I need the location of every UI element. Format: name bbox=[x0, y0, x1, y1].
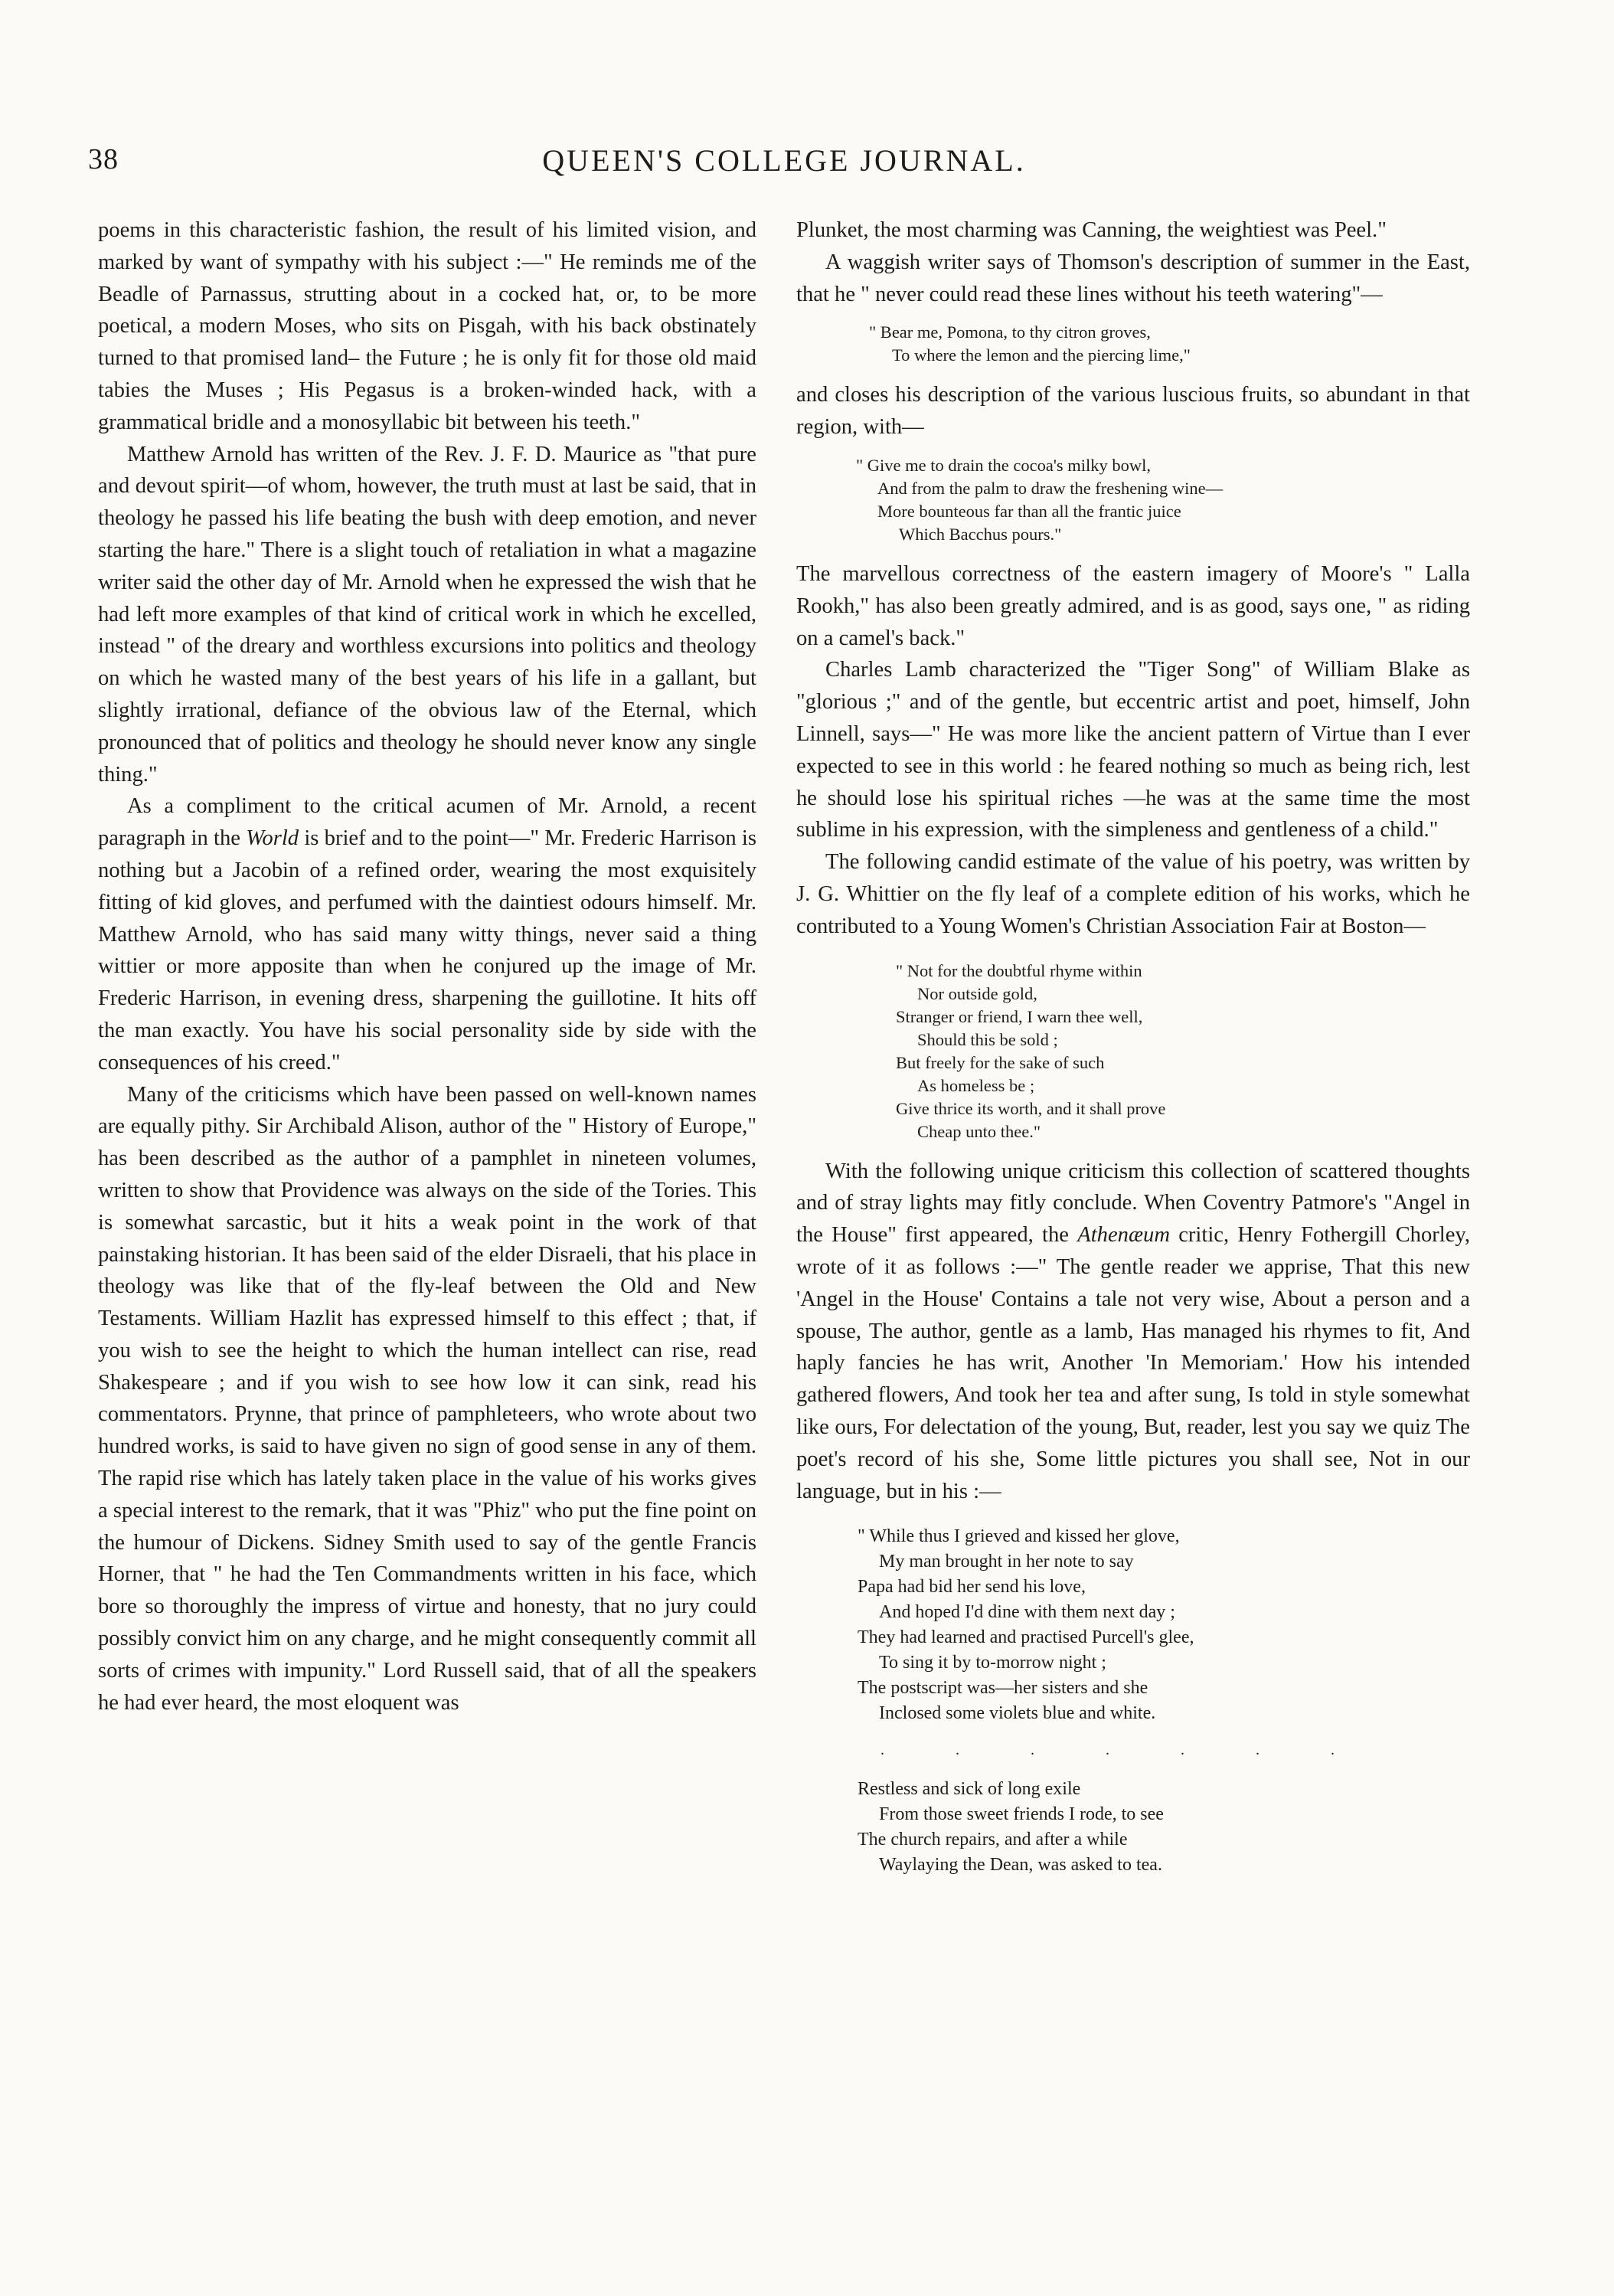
paragraph-right-7-text-b: critic, Henry Fothergill Chorley, wrote of it as follows :—" The gentle reader we apprise, That this new 'Angel in the House' Contains a tale not very wise, About a person and a spouse, The author, gentle as a lamb, Has managed his rhymes to fit, And haply fancies he has writ, Another 'In Memoriam.' How his intended gathered flowers, And took her tea and after sung, Is told in style somewhat like ours, For delectation of the young, But, reader, lest you say we quiz The poet's record of his she, Some little pictures you shall see, Not in our language, but in his :— bbox=[796, 1223, 1470, 1503]
verse-line: Stranger or friend, I warn thee well, bbox=[896, 1006, 1143, 1026]
verse-line: And from the palm to draw the freshening wine— bbox=[877, 478, 1224, 498]
verse-line: Which Bacchus pours." bbox=[899, 524, 1062, 544]
paragraph-right-4: The marvellous correctness of the eastern imagery of Moore's " Lalla Rookh," has also been greatly admired, and is as good, says one, " as riding on a camel's back." bbox=[796, 561, 1470, 650]
paragraph-right-7 bbox=[796, 1156, 1470, 1508]
page-header bbox=[88, 142, 1480, 188]
verse-line: Give thrice its worth, and it shall prove bbox=[896, 1098, 1166, 1118]
verse-line: Cheap unto thee." bbox=[917, 1121, 1041, 1141]
verse-line: More bounteous far than all the frantic juice bbox=[877, 501, 1181, 521]
verse-line: " Give me to drain the cocoa's milky bowl, bbox=[856, 455, 1152, 475]
paragraph-right-2: A waggish writer says of Thomson's description of summer in the East, that he " never could read these lines without his teeth watering"— bbox=[796, 250, 1470, 306]
paragraph-right-5: Charles Lamb characterized the "Tiger Song" of William Blake as "glorious ;" and of the gentle, but eccentric artist and poet, himself, John Linnell, says—" He was more like the ancient pattern of Virtue than I ever expected to see in this world : he feared nothing so much as being rich, lest he should lose his spiritual riches —he was at the same time the most sublime in his expression, with the simpleness and gentleness of a child." bbox=[796, 658, 1470, 842]
paragraph-left-3-text-a: As a compliment to the critical acumen of Mr. Arnold, a recent paragraph in the bbox=[98, 794, 756, 851]
paragraph-right-3: and closes his description of the various luscious fruits, so abundant in that region, with— bbox=[796, 383, 1470, 440]
journal-title-italic: Athenæum bbox=[1077, 1223, 1170, 1248]
page-number: 38 bbox=[88, 143, 119, 175]
verse-thomson-1 bbox=[796, 321, 1470, 367]
verse-line: From those sweet friends I rode, to see bbox=[879, 1804, 1164, 1825]
verse-line: My man brought in her note to say bbox=[879, 1552, 1134, 1572]
verse-line: The postscript was—her sisters and she bbox=[858, 1678, 1148, 1699]
verse-line: Nor outside gold, bbox=[917, 983, 1037, 1003]
verse-thomson-2 bbox=[796, 454, 1470, 546]
verse-line: Inclosed some violets blue and white. bbox=[879, 1703, 1156, 1724]
verse-line: They had learned and practised Purcell's glee, bbox=[858, 1627, 1194, 1648]
verse-line: " Not for the doubtful rhyme within bbox=[896, 960, 1142, 980]
verse-line: The church repairs, and after a while bbox=[858, 1830, 1128, 1850]
paragraph-left-4: Many of the criticisms which have been passed on well-known names are equally pithy. Sir Archibald Alison, author of the " History of Europe," has been described as the author of a pamphlet in nineteen volumes, written to show that Providence was always on the side of the Tories. This is somewhat sarcastic, but it hits a weak point in the work of that painstaking historian. It has been said of the elder Disraeli, that his place in theology was like that of the fly-leaf between the Old and New Testaments. William Hazlit has expressed himself to this effect ; that, if you wish to see the height to which the human intellect can rise, read Shakespeare ; and if you wish to see how low it can sink, read his commentators. Prynne, that prince of pamphleteers, who wrote about two hundred works, is said to have given no sign of good sense in any of them. The rapid rise which has lately taken place in the value of his works gives a special interest to the remark, that it was "Phiz" who put the fine point on the humour of Dickens. Sidney Smith used to say of the gentle Francis Horner, that " he had the Ten Commandments written in his face, which bore so thoroughly the impress of virtue and honesty, that no jury could possibly convict him on any charge, and he might consequently commit all sorts of crimes with impunity." Lord Russell said, that of all the speakers he had ever heard, the most eloquent was bbox=[98, 1082, 756, 1715]
verse-line: But freely for the sake of such bbox=[896, 1052, 1105, 1072]
verse-patmore-2 bbox=[796, 1777, 1470, 1878]
paragraph-left-3-text-b: is brief and to the point—" Mr. Frederic Harrison is nothing but a Jacobin of a refined order, wearing the most exquisitely fitting of kid gloves, and perfumed with the daintiest odours himself. Mr. Matthew Arnold, who has said many witty things, never said a thing wittier or more apposite than when he conjured up the image of Mr. Frederic Harrison, in evening dress, sharpening the guillotine. It hits off the man exactly. You have his social personality side by side with the consequences of his creed." bbox=[98, 826, 756, 1074]
verse-line: Waylaying the Dean, was asked to tea. bbox=[879, 1855, 1162, 1876]
newspaper-title-italic: World bbox=[246, 826, 299, 851]
paragraph-left-2: Matthew Arnold has written of the Rev. J. F. D. Maurice as "that pure and devout spirit—of whom, however, the truth must at last be said, that in theology he passed his life beating the bush with deep emotion, and never starting the hare." There is a slight touch of retaliation in what a magazine writer said the other day of Mr. Arnold when he expressed the wish that he had left more examples of that kind of critical work in which he excelled, instead " of the dreary and worthless excursions into politics and theology on which he wasted many of the best years of his life in a gallant, but slightly irrational, defiance of the obvious law of the Eternal, which pronounced that of politics and theology he should never know any single thing." bbox=[98, 442, 756, 787]
verse-line: Restless and sick of long exile bbox=[858, 1779, 1081, 1800]
verse-line: Papa had bid her send his love, bbox=[858, 1577, 1086, 1598]
left-column bbox=[98, 214, 756, 1719]
verse-line: " Bear me, Pomona, to thy citron groves, bbox=[869, 322, 1151, 342]
running-head: QUEEN'S COLLEGE JOURNAL. bbox=[542, 143, 1026, 178]
paragraph-right-6: The following candid estimate of the value of his poetry, was written by J. G. Whittier on the fly leaf of a complete edition of his works, which he contributed to a Young Women's Christian Association Fair at Boston— bbox=[796, 850, 1470, 938]
verse-line: As homeless be ; bbox=[917, 1075, 1035, 1095]
paragraph-right-7-text-a: With the following unique criticism this collection of scattered thoughts and of stray lights may fitly conclude. When Coventry Patmore's "Angel in the House" first appeared, the bbox=[796, 1159, 1470, 1248]
paragraph-left-3 bbox=[98, 790, 756, 1078]
right-column bbox=[796, 214, 1470, 1890]
ellipsis-separator: . . . . . . . bbox=[881, 1742, 1368, 1759]
paragraph-left-1: poems in this characteristic fashion, the result of his limited vision, and marked by want of sympathy with his subject :—" He reminds me of the Beadle of Parnassus, strutting about in a cocked hat, or, to be more poetical, a modern Moses, who sits on Pisgah, with his back obstinately turned to that promised land– the Future ; he is only fit for those old maid tabies the Muses ; His Pegasus is a broken-winded hack, with a grammatical bridle and a monosyllabic bit between his teeth." bbox=[98, 218, 756, 434]
paragraph-right-1: Plunket, the most charming was Canning, the weightiest was Peel." bbox=[796, 218, 1387, 242]
verse-line: Should this be sold ; bbox=[917, 1029, 1058, 1049]
verse-whittier bbox=[796, 960, 1470, 1143]
verse-patmore-1 bbox=[796, 1524, 1470, 1726]
verse-line: To where the lemon and the piercing lime," bbox=[892, 345, 1191, 365]
verse-line: " While thus I grieved and kissed her glove, bbox=[858, 1526, 1180, 1547]
verse-line: To sing it by to-morrow night ; bbox=[879, 1653, 1106, 1673]
verse-line: And hoped I'd dine with them next day ; bbox=[879, 1602, 1175, 1623]
